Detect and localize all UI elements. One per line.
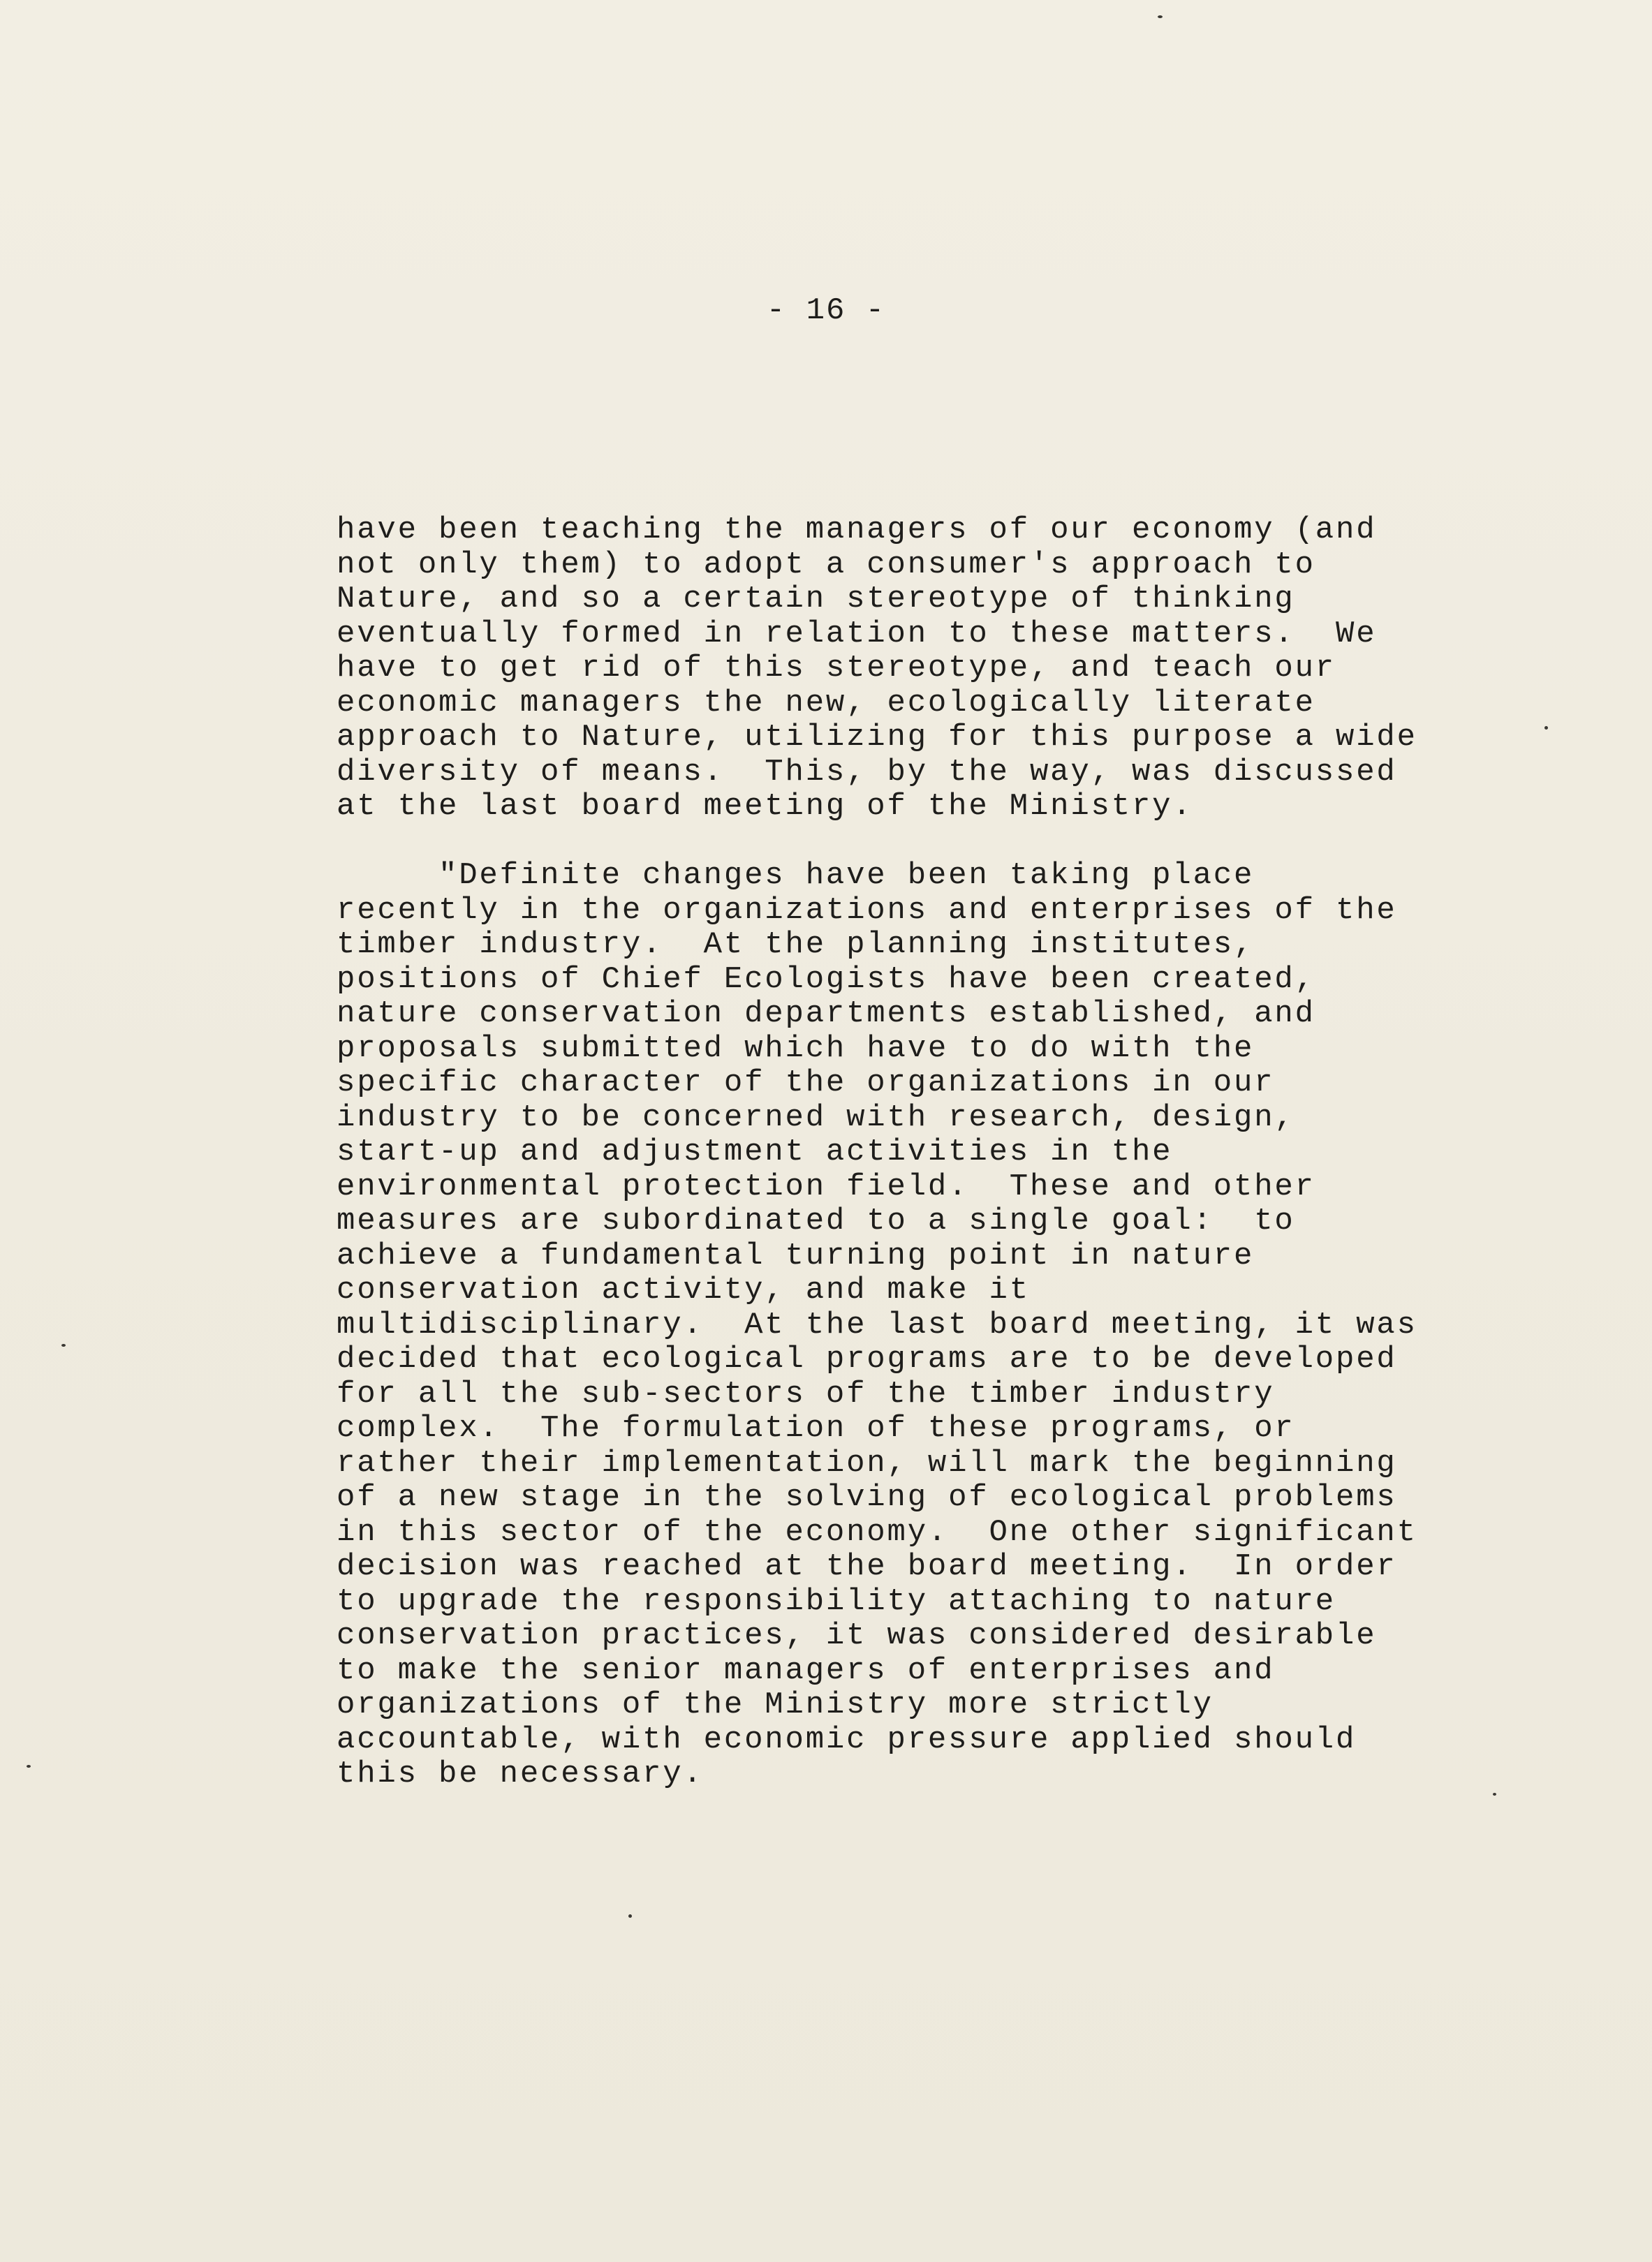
text-line: start-up and adjustment activities in the bbox=[337, 1134, 1173, 1169]
text-line: organizations of the Ministry more strictly bbox=[337, 1687, 1214, 1722]
text-line: to upgrade the responsibility attaching to nature bbox=[337, 1583, 1336, 1619]
text-line: complex. The formulation of these programs, or bbox=[337, 1411, 1295, 1446]
text-line: rather their implementation, will mark the beginning bbox=[337, 1445, 1397, 1481]
text-line: accountable, with economic pressure applied should bbox=[337, 1722, 1357, 1757]
text-line: environmental protection field. These and other bbox=[337, 1169, 1315, 1204]
scan-speck bbox=[61, 1344, 66, 1347]
text-line: of a new stage in the solving of ecological problems bbox=[337, 1480, 1397, 1515]
text-line: economic managers the new, ecologically literate bbox=[337, 685, 1315, 720]
text-line: industry to be concerned with research, design, bbox=[337, 1100, 1295, 1135]
scan-speck bbox=[1158, 15, 1163, 18]
scan-speck bbox=[1493, 1793, 1496, 1796]
text-line: recently in the organizations and enterprises of the bbox=[337, 892, 1397, 928]
text-line: timber industry. At the planning institutes, bbox=[337, 927, 1255, 962]
text-line: specific character of the organizations in our bbox=[337, 1065, 1275, 1100]
text-line: conservation practices, it was considered desirable bbox=[337, 1618, 1377, 1653]
text-line: positions of Chief Ecologists have been created, bbox=[337, 961, 1315, 997]
scan-speck bbox=[628, 1914, 632, 1918]
body-text bbox=[337, 513, 1482, 1792]
text-line: have to get rid of this stereotype, and teach our bbox=[337, 651, 1336, 686]
text-line: diversity of means. This, by the way, was discussed bbox=[337, 754, 1397, 790]
text-line: in this sector of the economy. One other significant bbox=[337, 1514, 1417, 1550]
text-line: eventually formed in relation to these matters. We bbox=[337, 616, 1377, 651]
text-line: for all the sub-sectors of the timber industry bbox=[337, 1376, 1275, 1412]
text-line: "Definite changes have been taking place bbox=[337, 858, 1255, 893]
text-line: multidisciplinary. At the last board meeting, it was bbox=[337, 1307, 1417, 1343]
scan-speck bbox=[1544, 726, 1548, 730]
paragraph-2 bbox=[337, 859, 1482, 1792]
text-line: decided that ecological programs are to be developed bbox=[337, 1342, 1397, 1377]
text-line: to make the senior managers of enterprises and bbox=[337, 1653, 1275, 1688]
text-line: at the last board meeting of the Ministry. bbox=[337, 789, 1193, 824]
text-line: this be necessary. bbox=[337, 1757, 704, 1791]
text-line: achieve a fundamental turning point in nature bbox=[337, 1238, 1255, 1273]
scan-speck bbox=[27, 1765, 31, 1768]
text-line: Nature, and so a certain stereotype of thinking bbox=[337, 582, 1295, 616]
text-line: conservation activity, and make it bbox=[337, 1273, 1030, 1308]
text-line: have been teaching the managers of our economy (and bbox=[337, 512, 1377, 547]
paragraph-gap bbox=[337, 825, 1482, 859]
text-line: approach to Nature, utilizing for this purpose a wide bbox=[337, 720, 1417, 755]
text-line: nature conservation departments established, and bbox=[337, 996, 1315, 1031]
text-line: measures are subordinated to a single goal: to bbox=[337, 1204, 1295, 1239]
text-line: decision was reached at the board meeting. In order bbox=[337, 1549, 1397, 1584]
text-line: proposals submitted which have to do with the bbox=[337, 1030, 1255, 1066]
paragraph-1 bbox=[337, 513, 1482, 825]
text-line: not only them) to adopt a consumer's approach to bbox=[337, 547, 1315, 582]
page-number: - 16 - bbox=[766, 293, 886, 328]
